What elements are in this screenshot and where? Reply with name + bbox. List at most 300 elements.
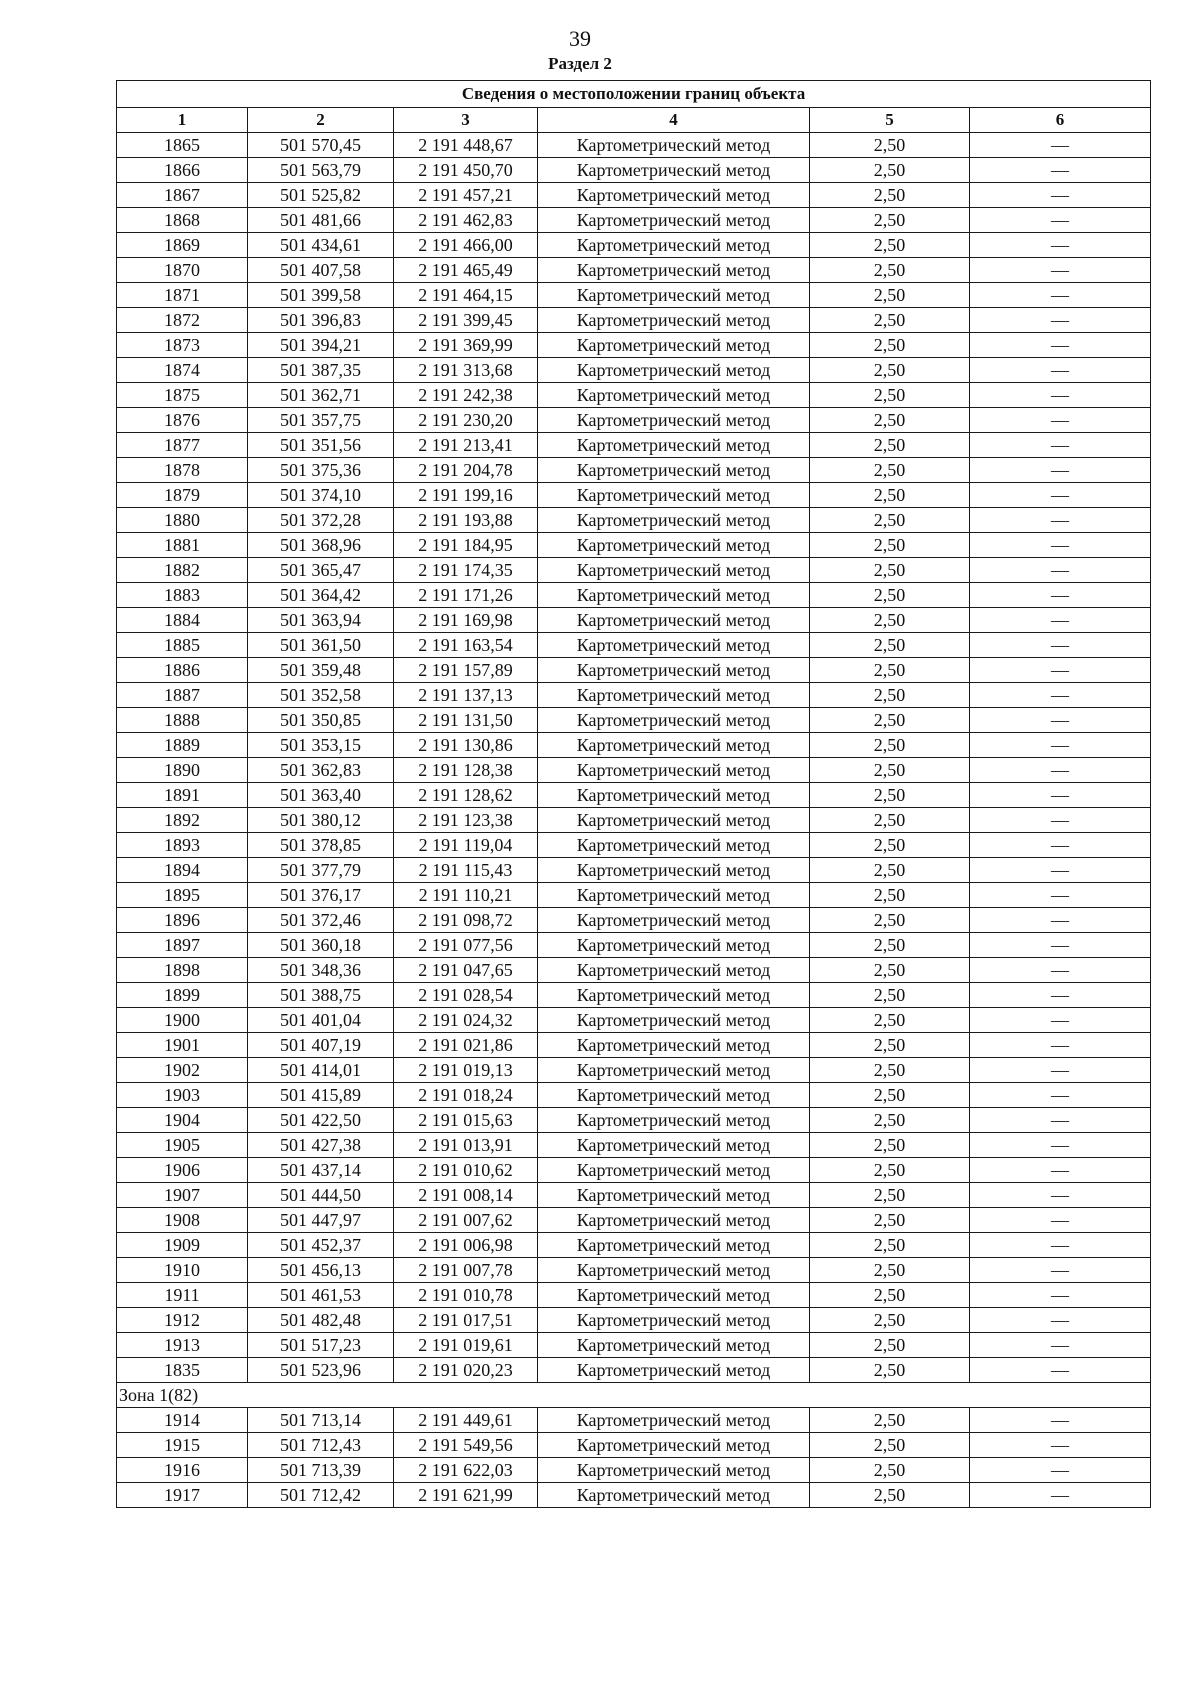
point-number-cell: 1904 [117,1108,248,1133]
accuracy-cell: 2,50 [810,583,970,608]
method-cell: Картометрический метод [538,308,810,333]
x-coordinate-cell: 501 351,56 [248,433,394,458]
accuracy-cell: 2,50 [810,233,970,258]
x-coordinate-cell: 501 414,01 [248,1058,394,1083]
y-coordinate-cell: 2 191 230,20 [394,408,538,433]
note-cell: — [970,1358,1151,1383]
accuracy-cell: 2,50 [810,1433,970,1458]
note-cell: — [970,758,1151,783]
x-coordinate-cell: 501 563,79 [248,158,394,183]
note-cell: — [970,583,1151,608]
accuracy-cell: 2,50 [810,358,970,383]
table-row [117,408,1151,433]
x-coordinate-cell: 501 396,83 [248,308,394,333]
y-coordinate-cell: 2 191 462,83 [394,208,538,233]
table-row [117,933,1151,958]
note-cell: — [970,908,1151,933]
accuracy-cell: 2,50 [810,333,970,358]
accuracy-cell: 2,50 [810,1083,970,1108]
point-number-cell: 1880 [117,508,248,533]
table-row [117,858,1151,883]
table-row [117,308,1151,333]
point-number-cell: 1887 [117,683,248,708]
accuracy-cell: 2,50 [810,883,970,908]
y-coordinate-cell: 2 191 242,38 [394,383,538,408]
table-row [117,908,1151,933]
point-number-cell: 1881 [117,533,248,558]
x-coordinate-cell: 501 374,10 [248,483,394,508]
x-coordinate-cell: 501 380,12 [248,808,394,833]
point-number-cell: 1916 [117,1458,248,1483]
table-row [117,1458,1151,1483]
table-row [117,583,1151,608]
point-number-cell: 1912 [117,1308,248,1333]
method-cell: Картометрический метод [538,533,810,558]
method-cell: Картометрический метод [538,833,810,858]
table-row [117,683,1151,708]
x-coordinate-cell: 501 523,96 [248,1358,394,1383]
method-cell: Картометрический метод [538,1258,810,1283]
accuracy-cell: 2,50 [810,833,970,858]
accuracy-cell: 2,50 [810,1008,970,1033]
table-row [117,158,1151,183]
point-number-cell: 1879 [117,483,248,508]
method-cell: Картометрический метод [538,783,810,808]
accuracy-cell: 2,50 [810,158,970,183]
x-coordinate-cell: 501 357,75 [248,408,394,433]
point-number-cell: 1888 [117,708,248,733]
point-number-cell: 1901 [117,1033,248,1058]
method-cell: Картометрический метод [538,1433,810,1458]
method-cell: Картометрический метод [538,1033,810,1058]
point-number-cell: 1908 [117,1208,248,1233]
method-cell: Картометрический метод [538,558,810,583]
point-number-cell: 1897 [117,933,248,958]
note-cell: — [970,783,1151,808]
x-coordinate-cell: 501 713,39 [248,1458,394,1483]
point-number-cell: 1894 [117,858,248,883]
accuracy-cell: 2,50 [810,1483,970,1508]
x-coordinate-cell: 501 482,48 [248,1308,394,1333]
y-coordinate-cell: 2 191 449,61 [394,1408,538,1433]
method-cell: Картометрический метод [538,583,810,608]
method-cell: Картометрический метод [538,1083,810,1108]
accuracy-cell: 2,50 [810,183,970,208]
table-row [117,208,1151,233]
x-coordinate-cell: 501 348,36 [248,958,394,983]
x-coordinate-cell: 501 365,47 [248,558,394,583]
point-number-cell: 1896 [117,908,248,933]
accuracy-cell: 2,50 [810,1333,970,1358]
y-coordinate-cell: 2 191 448,67 [394,133,538,158]
point-number-cell: 1877 [117,433,248,458]
y-coordinate-cell: 2 191 020,23 [394,1358,538,1383]
note-cell: — [970,308,1151,333]
table-row [117,1158,1151,1183]
y-coordinate-cell: 2 191 007,62 [394,1208,538,1233]
point-number-cell: 1873 [117,333,248,358]
note-cell: — [970,983,1151,1008]
table-row [117,483,1151,508]
note-cell: — [970,683,1151,708]
y-coordinate-cell: 2 191 021,86 [394,1033,538,1058]
note-cell: — [970,158,1151,183]
table-row [117,1258,1151,1283]
method-cell: Картометрический метод [538,358,810,383]
note-cell: — [970,808,1151,833]
table-row [117,983,1151,1008]
point-number-cell: 1905 [117,1133,248,1158]
method-cell: Картометрический метод [538,133,810,158]
note-cell: — [970,1008,1151,1033]
x-coordinate-cell: 501 434,61 [248,233,394,258]
note-cell: — [970,333,1151,358]
accuracy-cell: 2,50 [810,1308,970,1333]
point-number-cell: 1910 [117,1258,248,1283]
table-row [117,433,1151,458]
y-coordinate-cell: 2 191 157,89 [394,658,538,683]
y-coordinate-cell: 2 191 549,56 [394,1433,538,1458]
point-number-cell: 1884 [117,608,248,633]
table-row [117,1333,1151,1358]
x-coordinate-cell: 501 452,37 [248,1233,394,1258]
note-cell: — [970,458,1151,483]
point-number-cell: 1869 [117,233,248,258]
accuracy-cell: 2,50 [810,933,970,958]
point-number-cell: 1865 [117,133,248,158]
x-coordinate-cell: 501 407,19 [248,1033,394,1058]
table-row [117,1083,1151,1108]
x-coordinate-cell: 501 481,66 [248,208,394,233]
note-cell: — [970,1158,1151,1183]
method-cell: Картометрический метод [538,333,810,358]
accuracy-cell: 2,50 [810,958,970,983]
y-coordinate-cell: 2 191 131,50 [394,708,538,733]
table-row [117,1283,1151,1308]
table-row [117,958,1151,983]
method-cell: Картометрический метод [538,608,810,633]
accuracy-cell: 2,50 [810,1258,970,1283]
accuracy-cell: 2,50 [810,1283,970,1308]
x-coordinate-cell: 501 394,21 [248,333,394,358]
x-coordinate-cell: 501 517,23 [248,1333,394,1358]
table-row [117,333,1151,358]
method-cell: Картометрический метод [538,958,810,983]
note-cell: — [970,1308,1151,1333]
point-number-cell: 1890 [117,758,248,783]
note-cell: — [970,1183,1151,1208]
x-coordinate-cell: 501 378,85 [248,833,394,858]
y-coordinate-cell: 2 191 115,43 [394,858,538,883]
accuracy-cell: 2,50 [810,733,970,758]
accuracy-cell: 2,50 [810,1058,970,1083]
table-row [117,633,1151,658]
table-row [117,783,1151,808]
x-coordinate-cell: 501 399,58 [248,283,394,308]
table-row [117,1408,1151,1433]
coordinates-table [116,80,1151,1508]
note-cell: — [970,483,1151,508]
table-row [117,1108,1151,1133]
y-coordinate-cell: 2 191 028,54 [394,983,538,1008]
y-coordinate-cell: 2 191 008,14 [394,1183,538,1208]
table-caption-row [117,81,1151,108]
note-cell: — [970,1433,1151,1458]
table-row [117,1058,1151,1083]
y-coordinate-cell: 2 191 199,16 [394,483,538,508]
note-cell: — [970,1458,1151,1483]
x-coordinate-cell: 501 456,13 [248,1258,394,1283]
accuracy-cell: 2,50 [810,858,970,883]
table-row [117,1208,1151,1233]
accuracy-cell: 2,50 [810,1108,970,1133]
table-row [117,708,1151,733]
x-coordinate-cell: 501 407,58 [248,258,394,283]
note-cell: — [970,258,1151,283]
x-coordinate-cell: 501 570,45 [248,133,394,158]
point-number-cell: 1876 [117,408,248,433]
note-cell: — [970,283,1151,308]
note-cell: — [970,233,1151,258]
x-coordinate-cell: 501 447,97 [248,1208,394,1233]
method-cell: Картометрический метод [538,258,810,283]
point-number-cell: 1892 [117,808,248,833]
accuracy-cell: 2,50 [810,433,970,458]
x-coordinate-cell: 501 362,83 [248,758,394,783]
y-coordinate-cell: 2 191 457,21 [394,183,538,208]
table-row [117,1308,1151,1333]
note-cell: — [970,1408,1151,1433]
point-number-cell: 1889 [117,733,248,758]
point-number-cell: 1898 [117,958,248,983]
point-number-cell: 1906 [117,1158,248,1183]
note-cell: — [970,708,1151,733]
accuracy-cell: 2,50 [810,458,970,483]
method-cell: Картометрический метод [538,433,810,458]
x-coordinate-cell: 501 461,53 [248,1283,394,1308]
point-number-cell: 1895 [117,883,248,908]
table-row [117,1358,1151,1383]
method-cell: Картометрический метод [538,1133,810,1158]
y-coordinate-cell: 2 191 098,72 [394,908,538,933]
point-number-cell: 1915 [117,1433,248,1458]
accuracy-cell: 2,50 [810,508,970,533]
x-coordinate-cell: 501 359,48 [248,658,394,683]
page-number: 39 [569,26,591,51]
table-row [117,258,1151,283]
accuracy-cell: 2,50 [810,283,970,308]
method-cell: Картометрический метод [538,1483,810,1508]
table-row [117,883,1151,908]
x-coordinate-cell: 501 362,71 [248,383,394,408]
table-row [117,1483,1151,1508]
table-row [117,383,1151,408]
method-cell: Картометрический метод [538,508,810,533]
y-coordinate-cell: 2 191 465,49 [394,258,538,283]
note-cell: — [970,358,1151,383]
accuracy-cell: 2,50 [810,258,970,283]
note-cell: — [970,533,1151,558]
y-coordinate-cell: 2 191 018,24 [394,1083,538,1108]
accuracy-cell: 2,50 [810,1033,970,1058]
point-number-cell: 1886 [117,658,248,683]
x-coordinate-cell: 501 372,46 [248,908,394,933]
accuracy-cell: 2,50 [810,558,970,583]
point-number-cell: 1885 [117,633,248,658]
y-coordinate-cell: 2 191 024,32 [394,1008,538,1033]
point-number-cell: 1917 [117,1483,248,1508]
point-number-cell: 1893 [117,833,248,858]
y-coordinate-cell: 2 191 137,13 [394,683,538,708]
x-coordinate-cell: 501 427,38 [248,1133,394,1158]
x-coordinate-cell: 501 364,42 [248,583,394,608]
x-coordinate-cell: 501 401,04 [248,1008,394,1033]
table-row [117,233,1151,258]
point-number-cell: 1882 [117,558,248,583]
method-cell: Картометрический метод [538,908,810,933]
note-cell: — [970,208,1151,233]
table-row [117,1033,1151,1058]
table-body [117,81,1151,1508]
note-cell: — [970,633,1151,658]
y-coordinate-cell: 2 191 015,63 [394,1108,538,1133]
note-cell: — [970,408,1151,433]
method-cell: Картометрический метод [538,1333,810,1358]
x-coordinate-cell: 501 363,94 [248,608,394,633]
accuracy-cell: 2,50 [810,683,970,708]
x-coordinate-cell: 501 361,50 [248,633,394,658]
method-cell: Картометрический метод [538,1058,810,1083]
point-number-cell: 1907 [117,1183,248,1208]
x-coordinate-cell: 501 350,85 [248,708,394,733]
note-cell: — [970,1333,1151,1358]
point-number-cell: 1874 [117,358,248,383]
note-cell: — [970,1083,1151,1108]
point-number-cell: 1872 [117,308,248,333]
note-cell: — [970,733,1151,758]
point-number-cell: 1835 [117,1358,248,1383]
note-cell: — [970,858,1151,883]
note-cell: — [970,1233,1151,1258]
table-row [117,608,1151,633]
table-row [117,733,1151,758]
x-coordinate-cell: 501 376,17 [248,883,394,908]
x-coordinate-cell: 501 360,18 [248,933,394,958]
x-coordinate-cell: 501 375,36 [248,458,394,483]
column-number-row [117,108,1151,133]
table-row [117,183,1151,208]
point-number-cell: 1871 [117,283,248,308]
note-cell: — [970,433,1151,458]
x-coordinate-cell: 501 415,89 [248,1083,394,1108]
note-cell: — [970,883,1151,908]
table-row [117,1008,1151,1033]
accuracy-cell: 2,50 [810,758,970,783]
x-coordinate-cell: 501 422,50 [248,1108,394,1133]
method-cell: Картометрический метод [538,983,810,1008]
method-cell: Картометрический метод [538,408,810,433]
y-coordinate-cell: 2 191 010,62 [394,1158,538,1183]
method-cell: Картометрический метод [538,808,810,833]
table-row [117,508,1151,533]
method-cell: Картометрический метод [538,183,810,208]
accuracy-cell: 2,50 [810,808,970,833]
table-row [117,758,1151,783]
x-coordinate-cell: 501 712,42 [248,1483,394,1508]
accuracy-cell: 2,50 [810,383,970,408]
method-cell: Картометрический метод [538,708,810,733]
point-number-cell: 1868 [117,208,248,233]
y-coordinate-cell: 2 191 622,03 [394,1458,538,1483]
section-title: Раздел 2 [548,54,612,73]
note-cell: — [970,608,1151,633]
y-coordinate-cell: 2 191 204,78 [394,458,538,483]
y-coordinate-cell: 2 191 466,00 [394,233,538,258]
y-coordinate-cell: 2 191 313,68 [394,358,538,383]
note-cell: — [970,958,1151,983]
point-number-cell: 1878 [117,458,248,483]
y-coordinate-cell: 2 191 399,45 [394,308,538,333]
note-cell: — [970,833,1151,858]
point-number-cell: 1902 [117,1058,248,1083]
y-coordinate-cell: 2 191 464,15 [394,283,538,308]
note-cell: — [970,1058,1151,1083]
accuracy-cell: 2,50 [810,133,970,158]
accuracy-cell: 2,50 [810,1408,970,1433]
y-coordinate-cell: 2 191 017,51 [394,1308,538,1333]
y-coordinate-cell: 2 191 169,98 [394,608,538,633]
column-number: 4 [538,108,810,133]
note-cell: — [970,1033,1151,1058]
note-cell: — [970,558,1151,583]
y-coordinate-cell: 2 191 213,41 [394,433,538,458]
table-row [117,1233,1151,1258]
accuracy-cell: 2,50 [810,533,970,558]
method-cell: Картометрический метод [538,458,810,483]
y-coordinate-cell: 2 191 119,04 [394,833,538,858]
accuracy-cell: 2,50 [810,708,970,733]
accuracy-cell: 2,50 [810,633,970,658]
table-row [117,283,1151,308]
method-cell: Картометрический метод [538,633,810,658]
x-coordinate-cell: 501 368,96 [248,533,394,558]
zone-label: Зона 1(82) [117,1383,1151,1408]
accuracy-cell: 2,50 [810,483,970,508]
method-cell: Картометрический метод [538,1233,810,1258]
x-coordinate-cell: 501 444,50 [248,1183,394,1208]
note-cell: — [970,933,1151,958]
method-cell: Картометрический метод [538,283,810,308]
column-number: 1 [117,108,248,133]
accuracy-cell: 2,50 [810,608,970,633]
note-cell: — [970,1258,1151,1283]
column-number: 6 [970,108,1151,133]
table-row [117,808,1151,833]
point-number-cell: 1883 [117,583,248,608]
accuracy-cell: 2,50 [810,1133,970,1158]
table-row [117,1133,1151,1158]
note-cell: — [970,383,1151,408]
x-coordinate-cell: 501 525,82 [248,183,394,208]
accuracy-cell: 2,50 [810,908,970,933]
point-number-cell: 1909 [117,1233,248,1258]
point-number-cell: 1914 [117,1408,248,1433]
method-cell: Картометрический метод [538,1158,810,1183]
point-number-cell: 1867 [117,183,248,208]
table-row [117,358,1151,383]
point-number-cell: 1875 [117,383,248,408]
point-number-cell: 1900 [117,1008,248,1033]
